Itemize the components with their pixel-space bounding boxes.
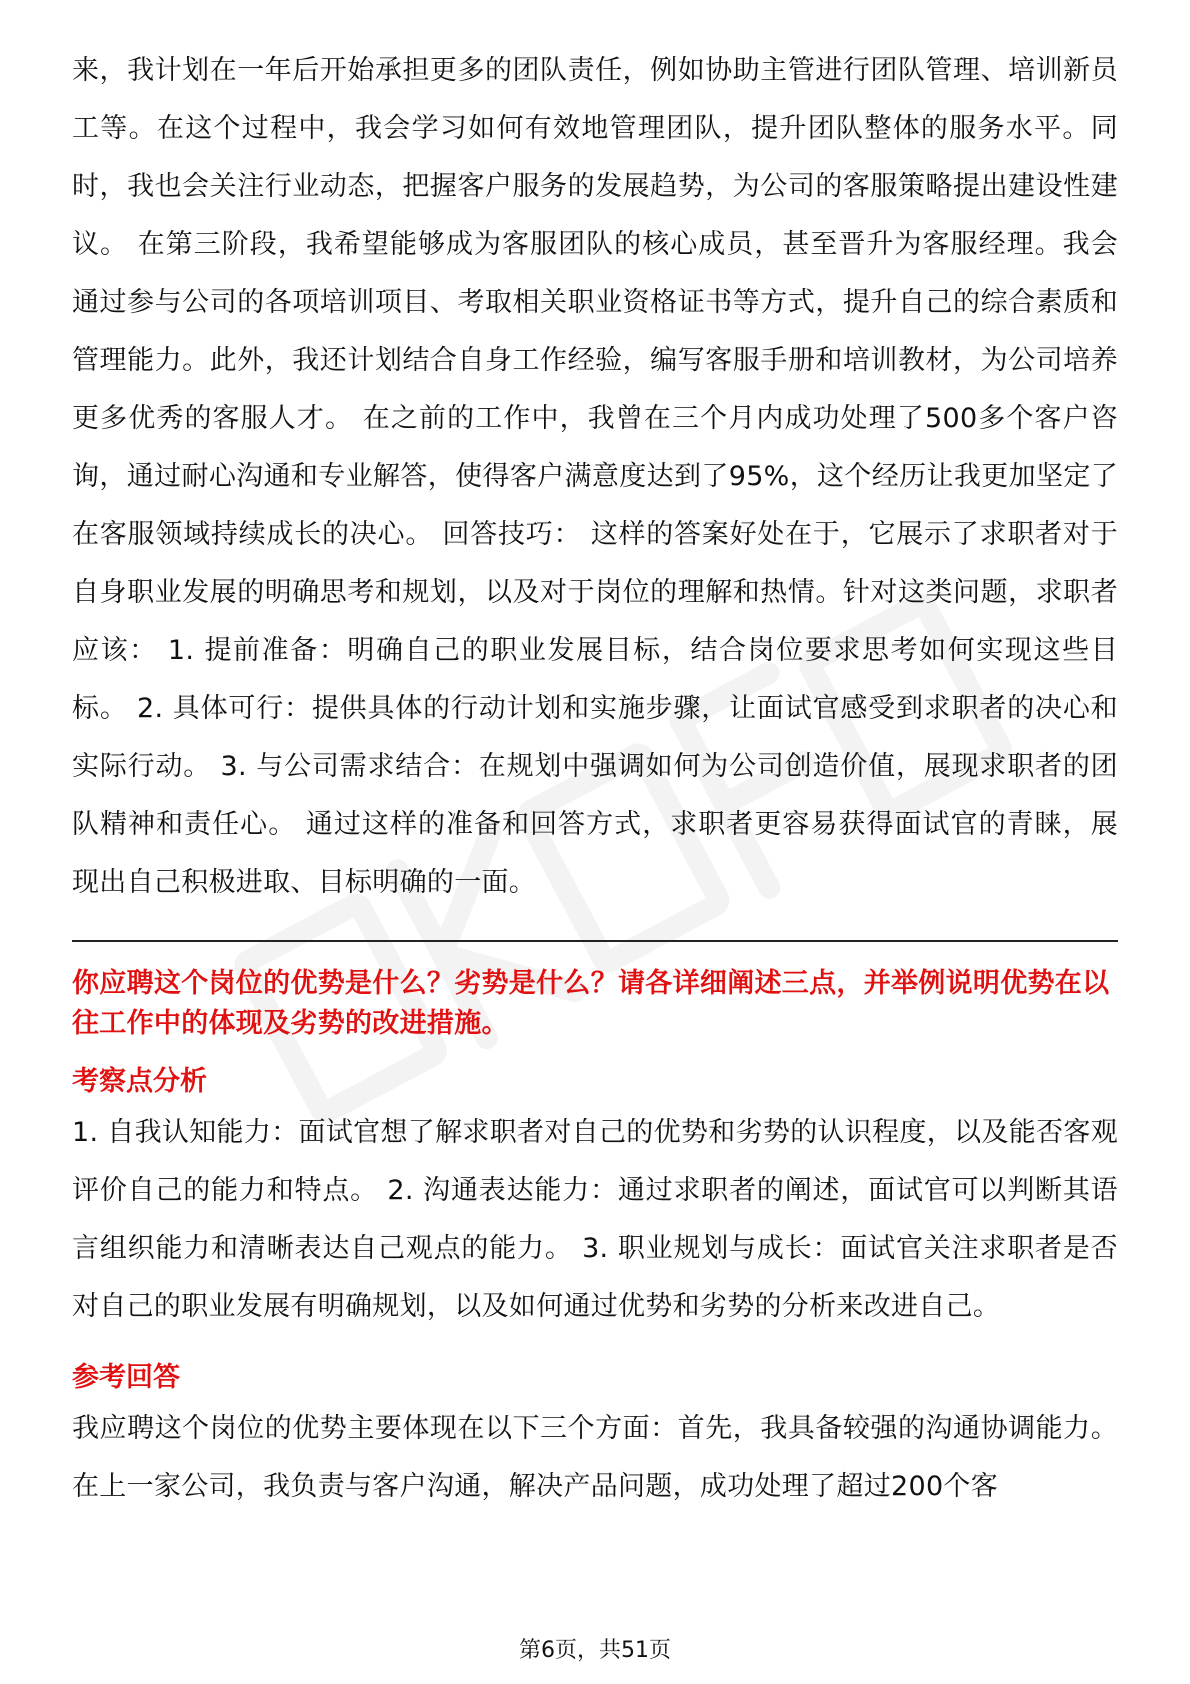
document-page: [72, 42, 1118, 1516]
answer-heading: 参考回答: [72, 1362, 180, 1393]
intro-paragraph: 来，我计划在一年后开始承担更多的团队责任，例如协助主管进行团队管理、培训新员工等。在这个过程中，我会学习如何有效地管理团队，提升团队整体的服务水平。同时，我也会关注行业动态，把握客户服务的发展趋势，为公司的客服策略提出建设性建议。 在第三阶段，我希望能够成为客服团队的核心成员，甚至晋升为客服经理。我会通过参与公司的各项培训项目、考取相关职业资格证书等方式，提升自己的综合素质和管理能力。此外，我还计划结合自身工作经验，编写客服手册和培训教材，为公司培养更多优秀的客服人才。 在之前的工作中，我曾在三个月内成功处理了500多个客户咨询，通过耐心沟通和专业解答，使得客户满意度达到了95%，这个经历让我更加坚定了在客服领域持续成长的决心。 回答技巧： 这样的答案好处在于，它展示了求职者对于自身职业发展的明确思考和规划，以及对于岗位的理解和热情。针对这类问题，求职者应该： 1. 提前准备：明确自己的职业发展目标，结合岗位要求思考如何实现这些目标。 2. 具体可行：提供具体的行动计划和实施步骤，让面试官感受到求职者的决心和实际行动。 3. 与公司需求结合：在规划中强调如何为公司创造价值，展现求职者的团队精神和责任心。 通过这样的准备和回答方式，求职者更容易获得面试官的青睐，展现出自己积极进取、目标明确的一面。: [72, 55, 1118, 898]
analysis-paragraph: 1. 自我认知能力：面试官想了解求职者对自己的优势和劣势的认识程度，以及能否客观评价自己的能力和特点。 2. 沟通表达能力：通过求职者的阐述，面试官可以判断其语言组织能力和清晰表达自己观点的能力。 3. 职业规划与成长：面试官关注求职者是否对自己的职业发展有明确规划，以及如何通过优势和劣势的分析来改进自己。: [72, 1117, 1118, 1322]
page-number: 第6页，共51页: [519, 1638, 671, 1663]
interview-question: 你应聘这个岗位的优势是什么？劣势是什么？请各详细阐述三点，并举例说明优势在以往工作中的体现及劣势的改进措施。: [72, 968, 1110, 1039]
answer-paragraph: 我应聘这个岗位的优势主要体现在以下三个方面：首先，我具备较强的沟通协调能力。在上一家公司，我负责与客户沟通，解决产品问题，成功处理了超过200个客: [72, 1413, 1118, 1502]
section-divider: [72, 940, 1118, 942]
analysis-heading: 考察点分析: [72, 1066, 207, 1097]
